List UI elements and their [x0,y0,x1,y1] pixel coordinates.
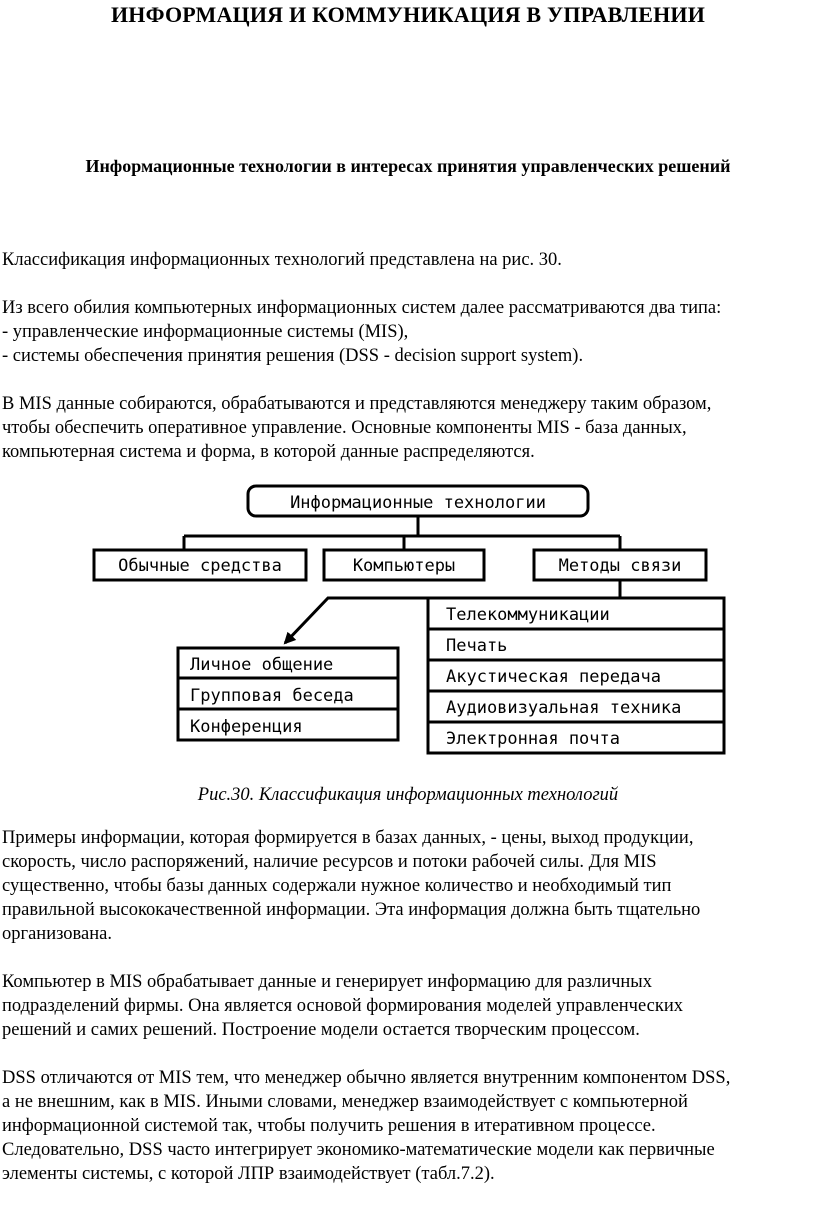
paragraph-line: правильной высококачественной информации. Эта информация должна быть тщательно [2,900,701,920]
diagram-label-computers: Компьютеры [352,556,456,576]
diagram-root-label: Информационные технологии [290,493,546,513]
paragraph-line: компьютерная система и форма, в которой данные распределяются. [2,442,535,462]
paragraph-line: В MIS данные собираются, обрабатываются и представляются менеджеру таким образом, [2,394,712,414]
paragraph-line: решений и самих решений. Построение модели остается творческим процессом. [2,1020,640,1040]
diagram-label-acoustic: Акустическая передача [446,667,661,687]
diagram-label-audiovisual: Аудиовизуальная техника [446,698,682,718]
diagram-label-conference: Конференция [190,717,303,737]
paragraph-line: Примеры информации, которая формируется в базах данных, - цены, выход продукции, [2,828,694,848]
paragraph-system-types [2,296,814,368]
diagram-label-conventional: Обычные средства [118,556,282,576]
paragraph-line: подразделений фирмы. Она является основой формирования моделей управленческих [2,996,684,1016]
it-classification-diagram [0,480,816,770]
diagram-personal-group [178,648,398,740]
paragraph-line: чтобы обеспечить оперативное управление. Основные компоненты MIS - база данных, [2,418,687,438]
paragraph-line: - управленческие информационные системы (MIS), [2,322,409,342]
document-title: ИНФОРМАЦИЯ И КОММУНИКАЦИЯ В УПРАВЛЕНИИ [110,2,706,27]
paragraph-line: Из всего обилия компьютерных информационных систем далее рассматриваются два типа: [2,298,722,318]
paragraph-line: Компьютер в MIS обрабатывает данные и генерирует информацию для различных [2,972,652,992]
paragraph-line: а не внешним, как в MIS. Иными словами, менеджер взаимодействует с компьютерной [2,1092,688,1112]
diagram-methods-group [428,598,724,753]
paragraph-line: информационной системой так, чтобы получить решения в итеративном процессе. [2,1116,656,1136]
paragraph-mis [2,392,814,464]
paragraph-line: Классификация информационных технологий представлена на рис. 30. [2,250,562,270]
paragraph-line: организована. [2,924,112,944]
paragraph-line: существенно, чтобы базы данных содержали нужное количество и необходимый тип [2,876,672,896]
paragraph-line: Следовательно, DSS часто интегрирует экономико-математические модели как первичные [2,1140,715,1160]
diagram-label-group-talk: Групповая беседа [190,686,354,706]
paragraph-line: DSS отличаются от MIS тем, что менеджер обычно является внутренним компонентом DSS, [2,1068,731,1088]
diagram-arrow [285,598,428,643]
diagram-label-telecom: Телекоммуникации [446,605,610,625]
paragraph-classification [2,248,814,272]
paragraph-dss [2,1066,814,1186]
paragraph-line: элементы системы, с которой ЛПР взаимодействует (табл.7.2). [2,1164,495,1184]
diagram-label-print: Печать [446,636,508,656]
diagram-label-communication: Методы связи [558,556,682,576]
figure-caption: Рис.30. Классификация информационных технологий [197,785,619,805]
diagram-label-personal-chat: Личное общение [190,655,334,675]
section-subtitle: Информационные технологии в интересах принятия управленческих решений [85,156,731,176]
diagram-label-email: Электронная почта [446,729,620,749]
paragraph-line: скорость, число распоряжений, наличие ресурсов и потоки рабочей силы. Для MIS [2,852,657,872]
paragraph-computer-mis [2,970,814,1042]
paragraph-examples [2,826,814,946]
paragraph-line: - системы обеспечения принятия решения (DSS - decision support system). [2,346,584,366]
